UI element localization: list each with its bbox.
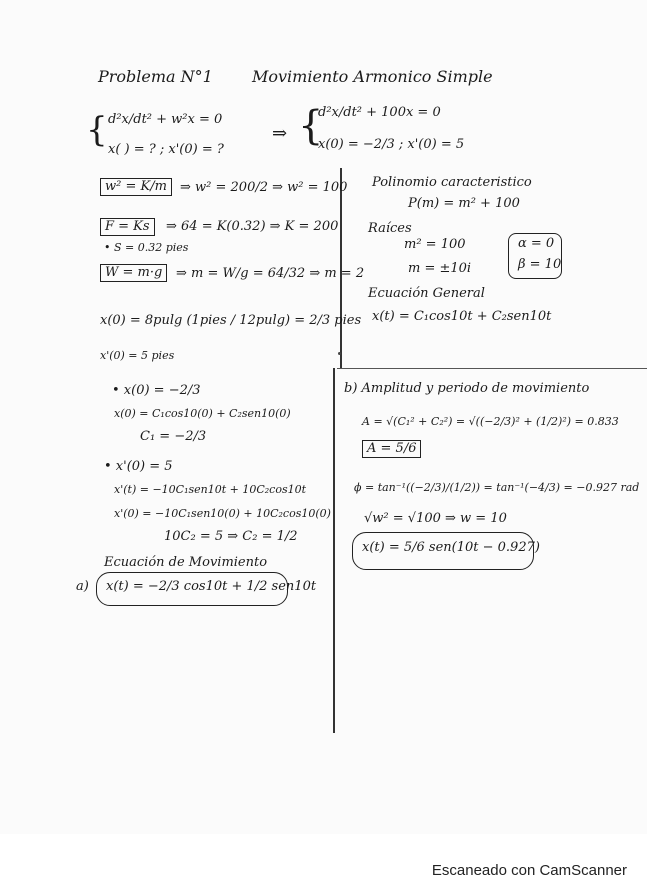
right-brace: { xyxy=(298,103,324,149)
elongation-note: • S = 0.32 pies xyxy=(104,241,189,254)
lower-column-divider xyxy=(333,368,335,733)
left-brace: { xyxy=(86,110,108,150)
implies-arrow: ⇒ xyxy=(272,123,288,144)
answer-a: x(t) = −2/3 cos10t + 1/2 sen10t xyxy=(106,579,317,594)
initial-displacement-calc: x(0) = 8pulg (1pies / 12pulg) = 2/3 pies xyxy=(100,313,362,328)
derivative-substitution: x'(0) = −10C₁sen10(0) + 10C₂cos10(0) xyxy=(114,507,331,520)
motion-equation-title: Ecuación de Movimiento xyxy=(104,555,268,570)
phase-calc: ϕ = tan⁻¹((−2/3)/(1/2)) = tan⁻¹(−4/3) = −0.927 rad xyxy=(354,481,640,494)
ink-dot xyxy=(338,352,341,355)
root-equation: m² = 100 xyxy=(404,237,466,252)
alpha-value: α = 0 xyxy=(518,236,555,251)
c2-result: 10C₂ = 5 ⇒ C₂ = 1/2 xyxy=(164,529,298,544)
ode-specific-conditions: x(0) = −2/3 ; x'(0) = 5 xyxy=(318,137,465,152)
part-a-label: a) xyxy=(76,579,89,594)
right-horizontal-divider xyxy=(337,368,647,369)
condition-1: • x(0) = −2/3 xyxy=(112,383,201,398)
ode-specific: d²x/dt² + 100x = 0 xyxy=(318,105,441,120)
amplitude-calc: A = √(C₁² + C₂²) = √((−2/3)² + (1/2)²) = 0.833 xyxy=(362,415,619,428)
ode-initial-conditions: x( ) = ? ; x'(0) = ? xyxy=(108,142,224,157)
scanner-watermark: Escaneado con CamScanner xyxy=(431,862,627,879)
hooke-law-box: F = Ks xyxy=(100,218,155,236)
general-solution: x(t) = C₁cos10t + C₂sen10t xyxy=(372,309,552,324)
characteristic-poly-title: Polinomio caracteristico xyxy=(372,175,532,190)
weight-formula-box: W = m·g xyxy=(100,264,167,282)
c1-result: C₁ = −2/3 xyxy=(140,429,207,444)
amplitude-box: A = 5/6 xyxy=(362,440,421,458)
condition-2: • x'(0) = 5 xyxy=(104,459,173,474)
part-b-title: b) Amplitud y periodo de movimiento xyxy=(344,381,590,396)
roots-title: Raíces xyxy=(368,221,412,236)
mass-calculation: ⇒ m = W/g = 64/32 ⇒ m = 2 xyxy=(176,266,365,281)
beta-value: β = 10 xyxy=(518,257,562,272)
characteristic-poly: P(m) = m² + 100 xyxy=(408,196,520,211)
omega-calculation: ⇒ w² = 200/2 ⇒ w² = 100 xyxy=(180,180,348,195)
root-solution: m = ±10i xyxy=(408,261,472,276)
initial-velocity: x'(0) = 5 pies xyxy=(100,349,175,362)
final-answer: x(t) = 5/6 sen(10t − 0.927) xyxy=(362,540,540,555)
ode-general: d²x/dt² + w²x = 0 xyxy=(108,112,223,127)
problem-title: Problema N°1 xyxy=(98,67,213,86)
general-equation-title: Ecuación General xyxy=(368,286,485,301)
derivative-equation: x'(t) = −10C₁sen10t + 10C₂cos10t xyxy=(114,483,307,496)
condition-1-substitution: x(0) = C₁cos10(0) + C₂sen10(0) xyxy=(114,407,291,420)
omega-result: √w² = √100 ⇒ w = 10 xyxy=(364,511,507,526)
problem-subtitle: Movimiento Armonico Simple xyxy=(252,67,493,86)
spring-constant-calc: ⇒ 64 = K(0.32) ⇒ K = 200 xyxy=(166,219,339,234)
omega-formula-box: w² = K/m xyxy=(100,178,172,196)
